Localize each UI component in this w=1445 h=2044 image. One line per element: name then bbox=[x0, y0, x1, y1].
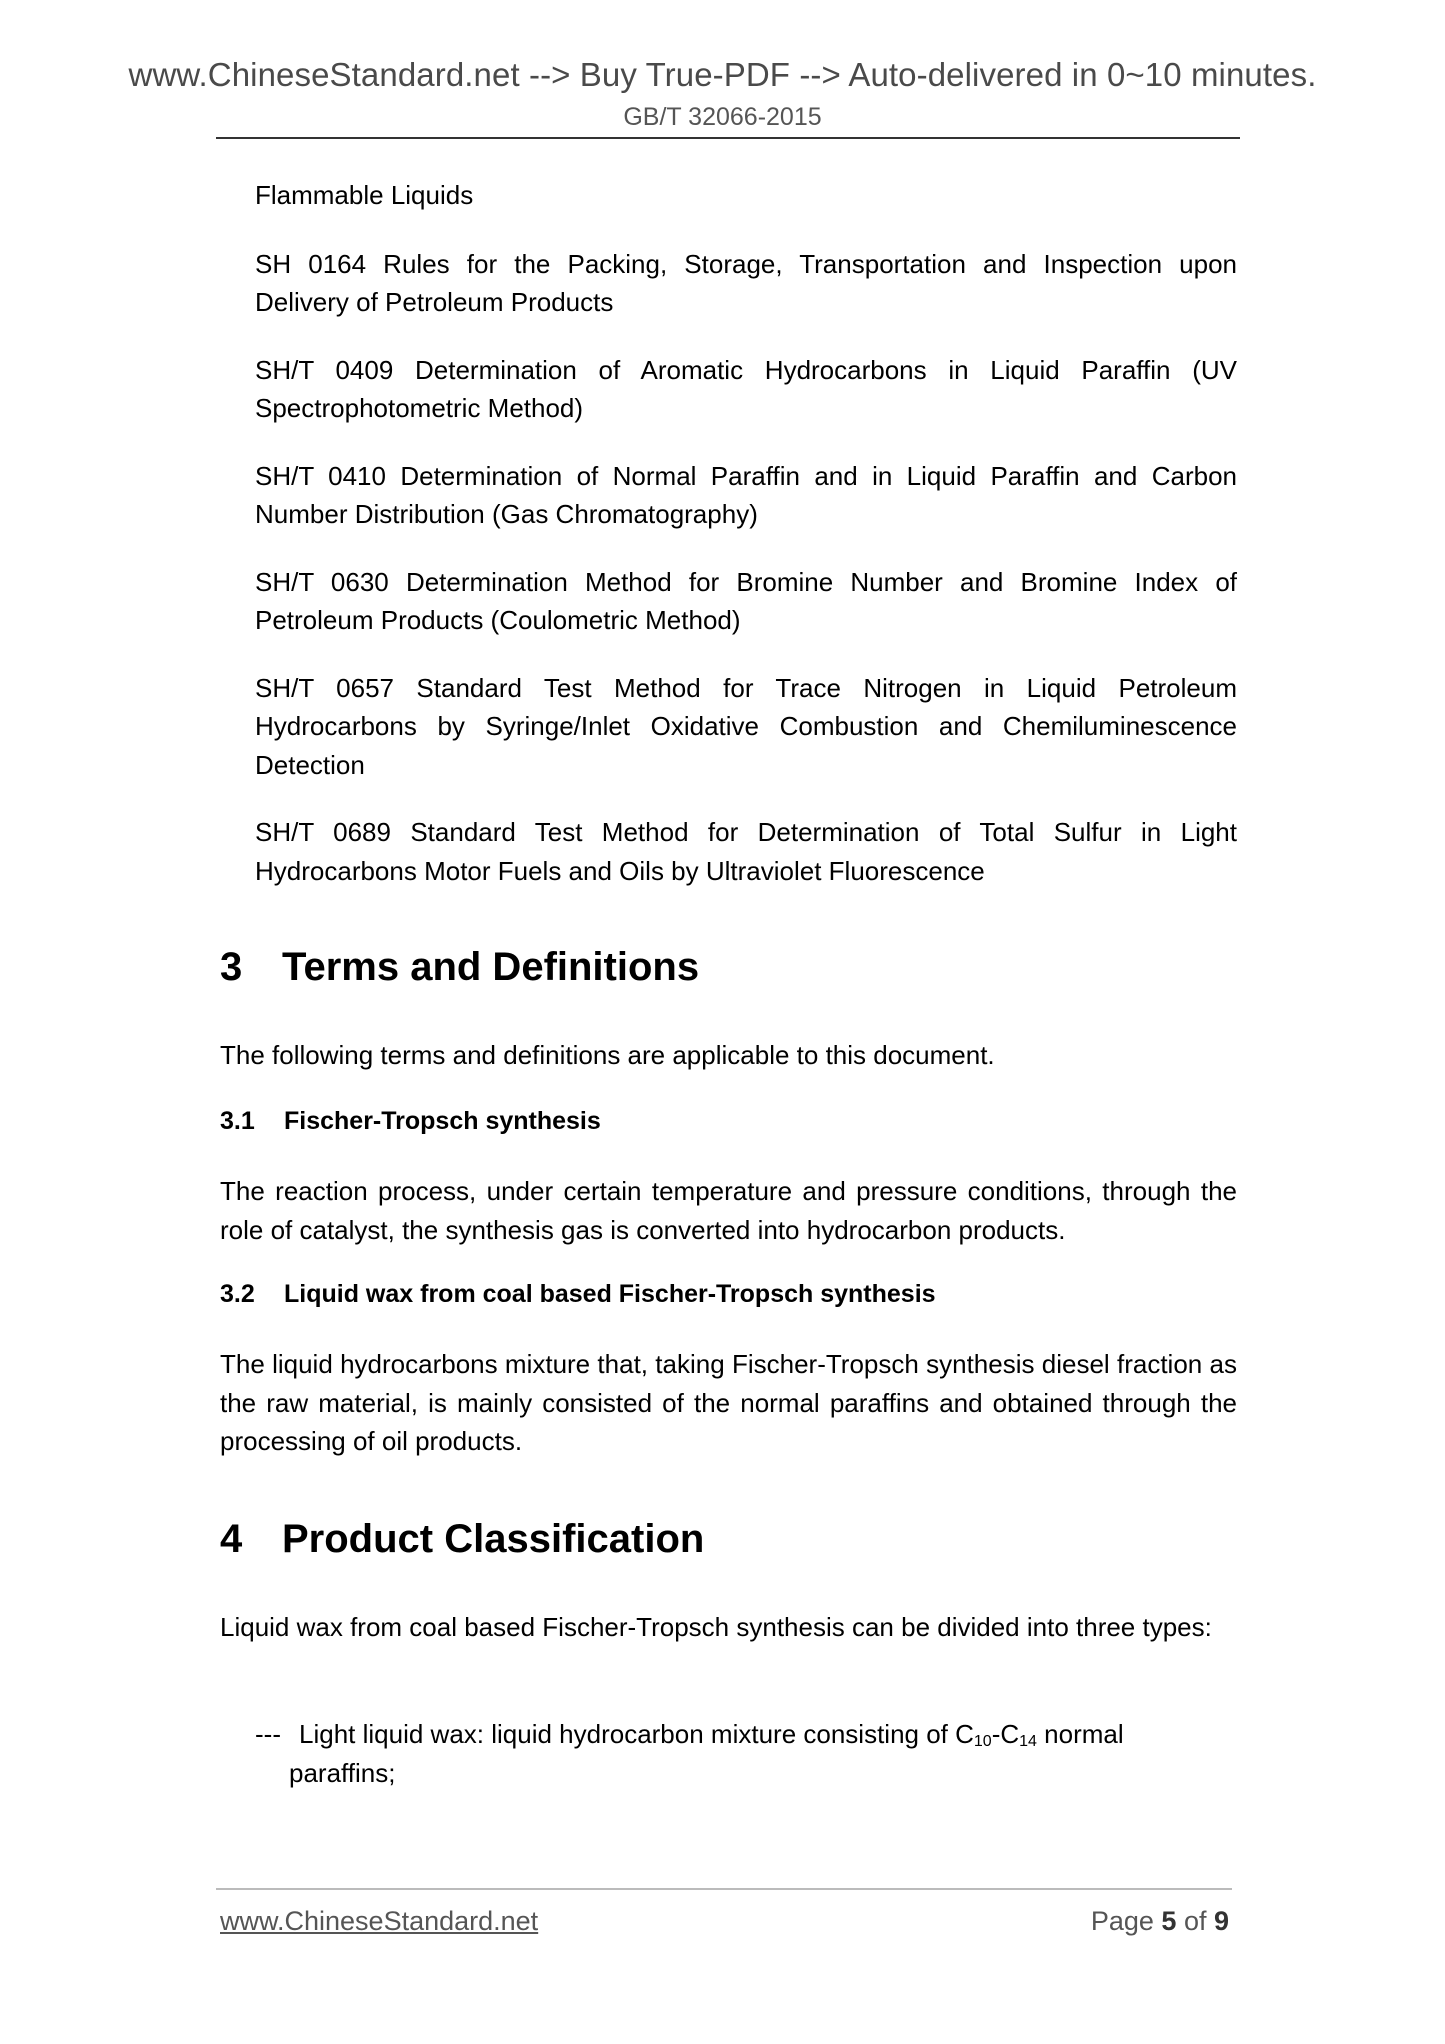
item-text: -C bbox=[991, 1719, 1020, 1749]
section-4-heading bbox=[220, 1517, 704, 1562]
section-4-intro: Liquid wax from coal based Fischer-Tropsch synthesis can be divided into three types: bbox=[220, 1612, 1212, 1642]
page-label: of bbox=[1176, 1906, 1214, 1936]
section-3-heading bbox=[220, 945, 699, 990]
reference-item: SH/T 0630 Determination Method for Bromine Number and Bromine Index of Petroleum Products (Coulometric Method) bbox=[255, 566, 1237, 635]
reference-item: SH 0164 Rules for the Packing, Storage, Transportation and Inspection upon Delivery of Petroleum Products bbox=[255, 248, 1237, 317]
term-number: 3.1 bbox=[220, 1107, 255, 1135]
page-label: Page bbox=[1090, 1906, 1162, 1936]
term-3-1-heading bbox=[220, 1107, 601, 1136]
reference-item: Flammable Liquids bbox=[255, 180, 474, 210]
section-title: Product Classification bbox=[282, 1517, 705, 1561]
current-page: 5 bbox=[1161, 1906, 1177, 1936]
term-3-2-heading bbox=[220, 1280, 936, 1309]
standard-number: GB/T 32066-2015 bbox=[623, 103, 822, 131]
term-3-1-definition: The reaction process, under certain temperature and pressure conditions, through the role of catalyst, the synthesis gas is converted into hydrocarbon products. bbox=[220, 1176, 1237, 1245]
reference-item: SH/T 0689 Standard Test Method for Determination of Total Sulfur in Light Hydrocarbons Motor Fuels and Oils by Ultraviolet Fluorescence bbox=[255, 817, 1237, 886]
reference-item: SH/T 0410 Determination of Normal Paraffin and in Liquid Paraffin and Carbon Number Distribution (Gas Chromatography) bbox=[255, 460, 1237, 529]
footer-website-link[interactable]: www.ChineseStandard.net bbox=[220, 1906, 539, 1936]
term-3-2-definition: The liquid hydrocarbons mixture that, taking Fischer-Tropsch synthesis diesel fraction as the raw material, is mainly consisted of the normal paraffins and obtained through the processing of oil products. bbox=[220, 1349, 1237, 1456]
reference-item: SH/T 0657 Standard Test Method for Trace Nitrogen in Liquid Petroleum Hydrocarbons by Syringe/Inlet Oxidative Combustion and Chemiluminescence Detection bbox=[255, 672, 1237, 780]
term-title: Fischer-Tropsch synthesis bbox=[284, 1107, 601, 1135]
section-number: 4 bbox=[220, 1517, 243, 1561]
total-pages: 9 bbox=[1213, 1906, 1229, 1936]
term-title: Liquid wax from coal based Fischer-Tropsch synthesis bbox=[284, 1280, 936, 1308]
term-number: 3.2 bbox=[220, 1280, 255, 1308]
page-indicator bbox=[1091, 1906, 1229, 1937]
classification-list-item bbox=[255, 1715, 1237, 1792]
reference-item: SH/T 0409 Determination of Aromatic Hydrocarbons in Liquid Paraffin (UV Spectrophotometric Method) bbox=[255, 354, 1237, 423]
section-3-intro: The following terms and definitions are applicable to this document. bbox=[220, 1040, 995, 1070]
item-continuation: paraffins; bbox=[289, 1757, 396, 1788]
list-dash: --- bbox=[255, 1719, 281, 1749]
footer-divider bbox=[216, 1888, 1232, 1890]
subscript: 14 bbox=[1019, 1733, 1037, 1750]
subscript: 10 bbox=[973, 1733, 992, 1750]
header-banner: www.ChineseStandard.net --> Buy True-PDF --> Auto-delivered in 0~10 minutes. bbox=[128, 56, 1317, 93]
item-text: normal bbox=[1036, 1719, 1124, 1749]
section-title: Terms and Definitions bbox=[282, 945, 700, 989]
header-divider bbox=[216, 137, 1240, 139]
normative-references-list bbox=[255, 176, 1237, 919]
section-number: 3 bbox=[220, 945, 243, 989]
item-text: Light liquid wax: liquid hydrocarbon mixture consisting of C bbox=[299, 1719, 974, 1749]
